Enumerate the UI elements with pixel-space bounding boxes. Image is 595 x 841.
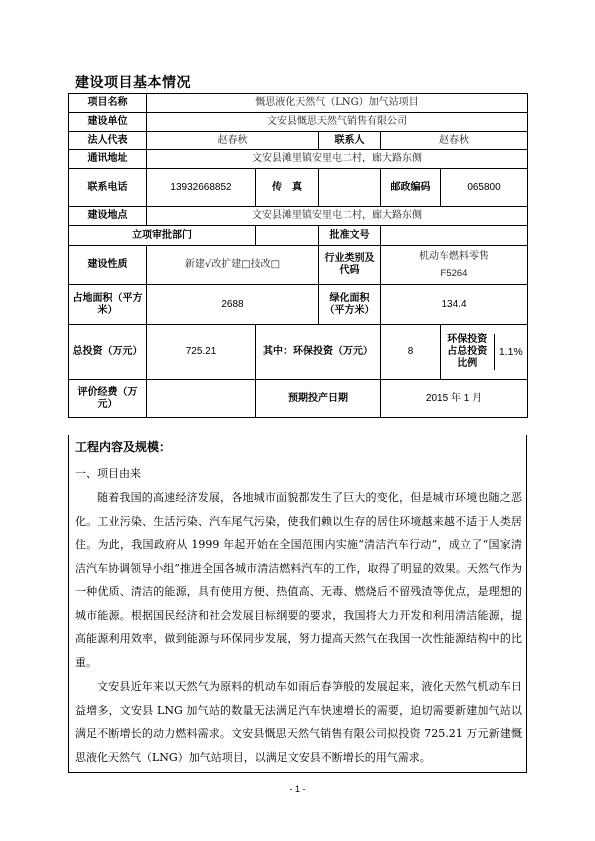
table-row [69,246,528,285]
legal-rep-label: 法人代表 [69,132,147,150]
paragraph-background: 随着我国的高速经济发展，各地城市面貌都发生了巨大的变化，但是城市环境也随之恶化。工业污染、生活污染、汽车尾气污染，使我们赖以生存的居住环境越来越不适于人类居住。为此，我国政府从 1999 年起开始在全国范围内实施“清洁汽车行动”，成立了“国家清洁汽车协调领导小组”推进全国各城市清洁燃料汽车的工作，取得了明显的效果。天然气作为一种优质、清洁的能源，具有使用方便、热值高、无毒、燃烧后不留残渣等优点，是理想的城市能源。根据国民经济和社会发展目标纲要的要求，我国将大力开发和利用清洁能源，提高能源利用效率，做到能源与环保同步发展，努力提高天然气在我国一次性能源结构中的比重。 [75,491,522,669]
zip-label: 邮政编码 [381,169,441,207]
ratio-cell [441,325,528,380]
address-value: 文安县滩里镇安里屯二村，廊大路东侧 [147,150,528,169]
zip-value: 065800 [441,169,528,207]
content-heading: 工程内容及规模： [75,440,172,454]
paragraph-local: 文安县近年来以天然气为原料的机动车如雨后春笋般的发展起来，液化天然气机动车日益增多，文安县 LNG 加气站的数量无法满足汽车快速增长的需要，迫切需要新建加气站以满足不断增长的动力燃料需求。文安县慨思天然气销售有限公司拟投资 725.21 万元新建慨思液化天然气（LNG）加气站项目，以满足文安县不断增长的用气需求。 [75,680,522,764]
ratio-value: 1.1% [498,345,523,358]
phone-label: 联系电话 [69,169,147,207]
eval-fee-value [147,380,256,418]
site-label: 建设地点 [69,207,147,226]
contact-value: 赵春秋 [381,132,528,150]
project-name-label: 项目名称 [69,94,147,113]
table-row [69,285,528,325]
builder-label: 建设单位 [69,113,147,132]
start-date-value: 2015 年 1 月 [381,380,528,418]
table-row [69,94,528,113]
industry-label: 行业类别及代码 [319,246,381,285]
doc-number-value [381,226,528,246]
phone-value: 13932668852 [147,169,256,207]
legal-rep-value: 赵春秋 [147,132,319,150]
env-investment-label: 其中：环保投资（万元） [256,325,381,380]
doc-number-label: 批准文号 [319,226,381,246]
nature-label: 建设性质 [69,246,147,285]
project-content-section [68,435,527,773]
start-date-label: 预期投产日期 [256,380,381,418]
investment-value: 725.21 [147,325,256,380]
area-value: 2688 [147,285,319,325]
env-investment-value: 8 [381,325,441,380]
area-label: 占地面积（平方米） [69,285,147,325]
approval-value [256,226,319,246]
industry-value: 机动车燃料零售 [419,250,489,262]
table-row [69,113,528,132]
approval-label: 立项审批部门 [69,226,256,246]
table-row [69,325,528,380]
investment-label: 总投资（万元） [69,325,147,380]
fax-label: 传 真 [256,169,319,207]
table-row [69,150,528,169]
table-row [69,132,528,150]
ratio-label: 环保投资占总投资比例 [441,334,495,370]
project-info-table [68,93,528,418]
address-label: 通讯地址 [69,150,147,169]
table-row [69,207,528,226]
table-row [69,380,528,418]
page-number: - 1 - [289,784,306,794]
site-value: 文安县滩里镇安里屯二村，廊大路东侧 [147,207,528,226]
page-title: 建设项目基本情况 [75,75,191,91]
project-name-value: 慨思液化天然气（LNG）加气站项目 [147,94,528,113]
builder-value: 文安县慨思天然气销售有限公司 [147,113,528,132]
table-row [69,226,528,246]
table-row [69,169,528,207]
fax-value [319,169,381,207]
industry-cell [381,246,528,285]
nature-value: 新建√改扩建□技改□ [147,246,319,285]
content-subheading: 一、项目由来 [75,467,141,480]
industry-code: F5264 [440,267,468,279]
eval-fee-label: 评价经费（万元） [69,380,147,418]
contact-label: 联系人 [319,132,381,150]
green-area-value: 134.4 [381,285,528,325]
green-area-label: 绿化面积（平方米） [319,285,381,325]
